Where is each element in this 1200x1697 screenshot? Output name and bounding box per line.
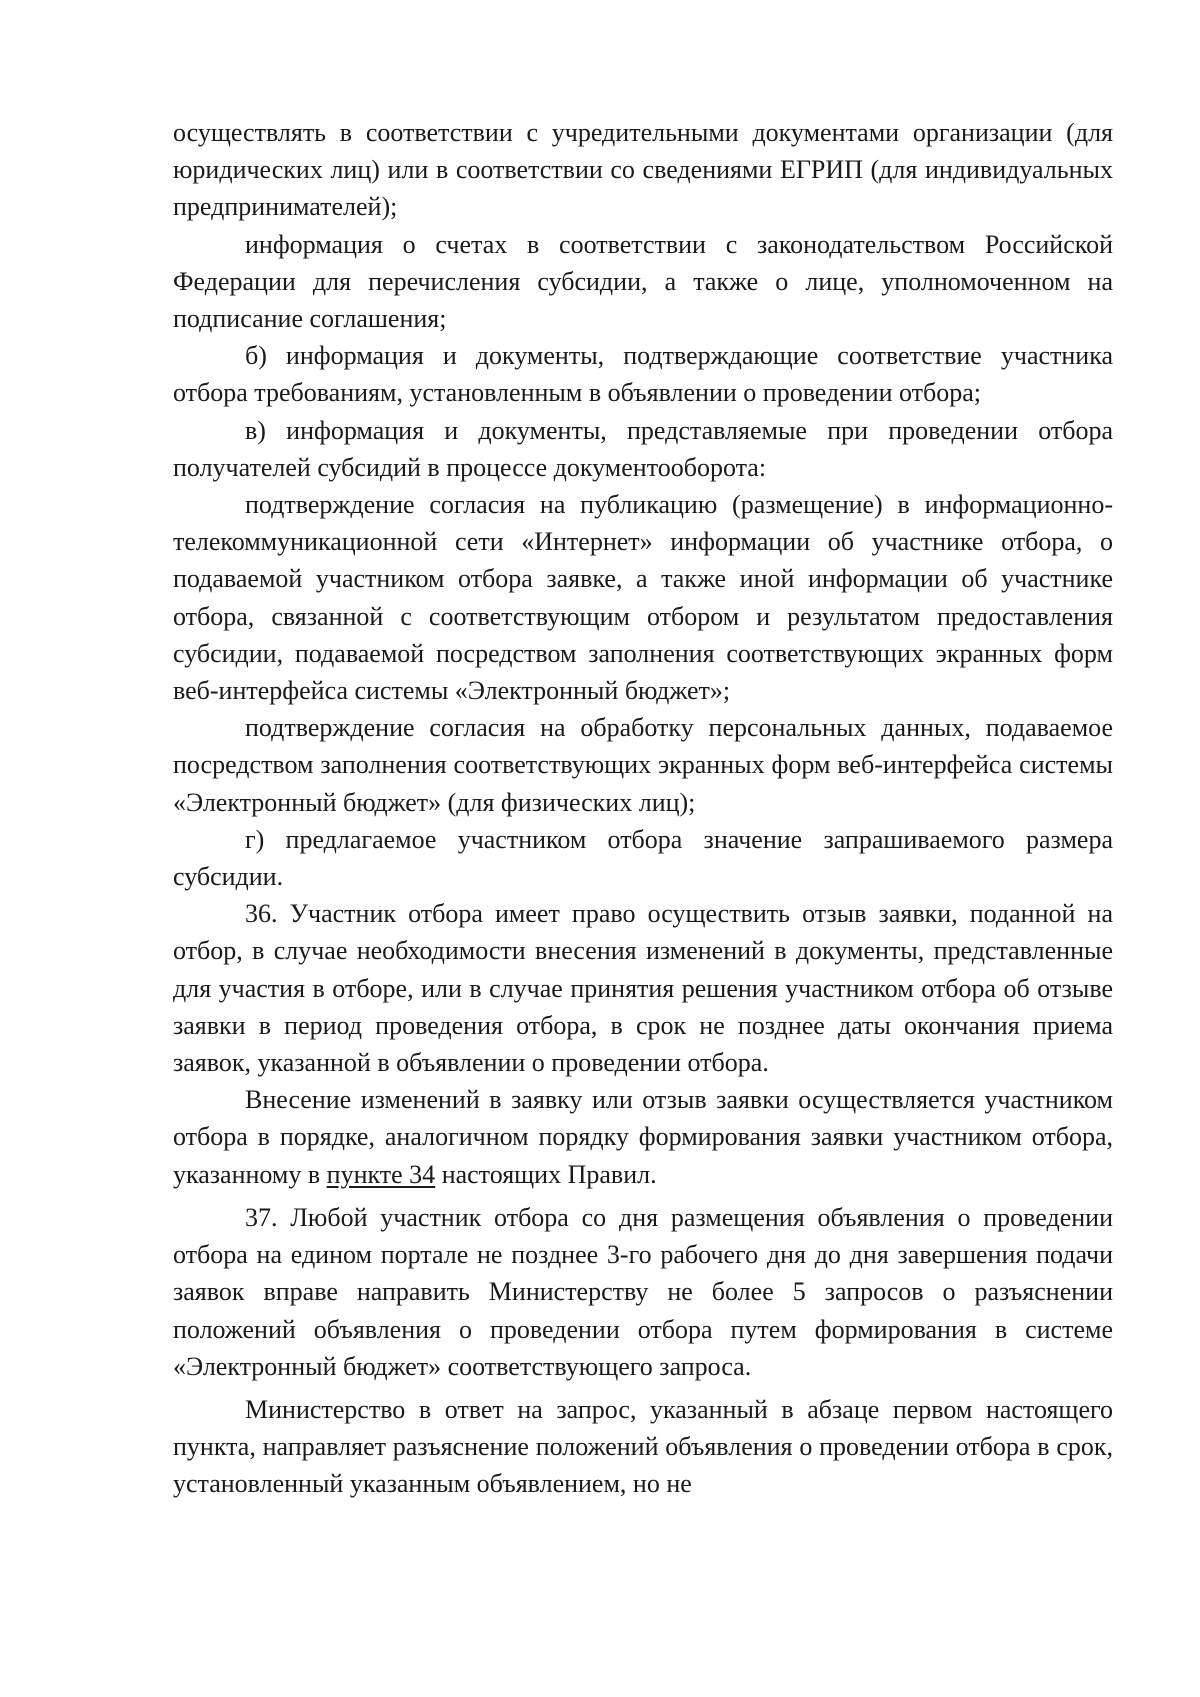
paragraph-item-v: в) информация и документы, представляемые при проведении отбора получателей субсидий в процессе документооборота: [173,415,1113,482]
paragraph-continuation: осуществлять в соответствии с учредительными документами организации (для юридических лиц) или в соответствии со сведениями ЕГРИП (для индивидуальных предпринимателей); [173,118,1113,222]
paragraph-personal-data-consent: подтверждение согласия на обработку персональных данных, подаваемое посредством заполнения соответствующих экранных форм веб-интерфейса системы «Электронный бюджет» (для физических лиц); [173,713,1113,817]
paragraph-accounts-info: информация о счетах в соответствии с законодательством Российской Федерации для перечисления субсидии, а также о лице, уполномоченном на подписание соглашения; [173,229,1113,334]
paragraph-clause-36: 36. Участник отбора имеет право осуществить отзыв заявки, поданной на отбор, в случае необходимости внесения изменений в документы, представленные для участия в отборе, или в случае принятия решения участником отбора об отзыве заявки в период проведения отбора, в срок не позднее даты окончания приема заявок, указанной в объявлении о проведении отбора. [173,899,1113,1078]
paragraph-amendments-text-before: Внесение изменений в заявку или отзыв заявки осуществляется участником отбора в порядке, аналогичном порядку формирования заявки участником отбора, указанному в [173,1085,1113,1189]
paragraph-ministry-response: Министерство в ответ на запрос, указанный в абзаце первом настоящего пункта, направляет разъяснение положений объявления о проведении отбора в срок, установленный указанным объявлением, но не [173,1394,1113,1499]
paragraph-amendments [173,1081,1113,1193]
clause-34-link[interactable]: пункте 34 [326,1159,436,1189]
paragraph-item-g: г) предлагаемое участником отбора значение запрашиваемого размера субсидии. [173,824,1113,892]
paragraph-publication-consent: подтверждение согласия на публикацию (размещение) в информационно-телекоммуникационной сети «Интернет» информации об участнике отбора, о подаваемой участником отбора заявке, а также иной информации об участнике отбора, связанной с соответствующим отбором и результатом предоставления субсидии, подаваемой посредством заполнения соответствующих экранных форм веб-интерфейса системы «Электронный бюджет»; [173,490,1113,706]
paragraph-item-b: б) информация и документы, подтверждающие соответствие участника отбора требованиям, установленным в объявлении о проведении отбора; [173,341,1113,408]
document-page [173,114,1113,1503]
paragraph-amendments-text-after: настоящих Правил. [435,1159,657,1189]
paragraph-clause-37: 37. Любой участник отбора со дня размещения объявления о проведении отбора на едином портале не позднее 3-го рабочего дня до дня завершения подачи заявок вправе направить Министерству не более 5 запросов о разъяснении положений объявления о проведении отбора путем формирования в системе «Электронный бюджет» соответствующего запроса. [173,1202,1113,1381]
